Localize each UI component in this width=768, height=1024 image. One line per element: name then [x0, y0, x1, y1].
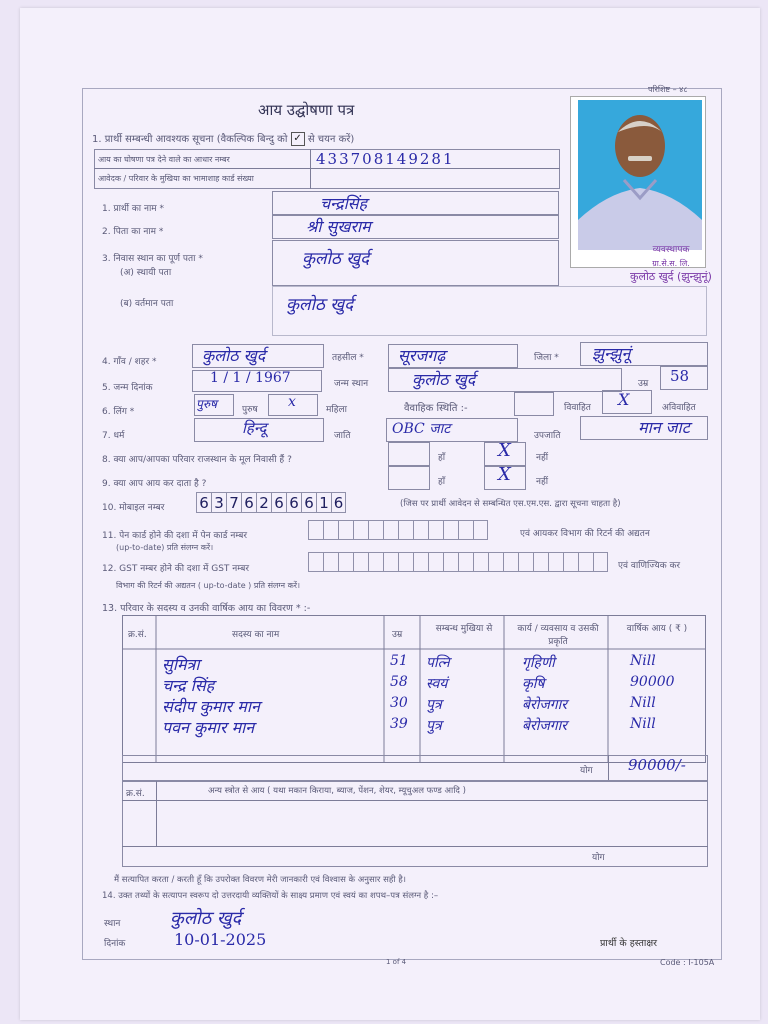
gst-sub-label: विभाग की रिटर्न की अद्यतन ( up-to-date ) प्रति संलग्न करें।	[116, 581, 301, 590]
col-relation: सम्बन्ध मुखिया से	[435, 624, 493, 634]
mobile-digit-cell[interactable]: 6	[271, 492, 286, 513]
religion-value: हिन्दू	[242, 419, 267, 437]
pan-digit-cell[interactable]	[323, 520, 338, 540]
pan-digit-cell[interactable]	[368, 520, 383, 540]
gst-digit-cell[interactable]	[488, 552, 503, 572]
dob-label: 5. जन्म दिनांक	[102, 383, 153, 393]
pan-digit-cell[interactable]	[458, 520, 473, 540]
q9-no-label: नहीं	[536, 477, 549, 487]
gst-digit-cell[interactable]	[338, 552, 353, 572]
pan-sub-label: (up-to-date) प्रति संलग्न करें।	[116, 543, 214, 552]
gst-digit-cell[interactable]	[473, 552, 488, 572]
gst-digit-cell[interactable]	[533, 552, 548, 572]
q8-yes-label: हाँ	[438, 453, 446, 463]
gst-digit-cell[interactable]	[383, 552, 398, 572]
address-current-label: (ब) वर्तमान पता	[120, 299, 174, 309]
caste-label: जाति	[334, 431, 351, 441]
district-label: जिला *	[534, 353, 559, 363]
gst-digit-cell[interactable]	[368, 552, 383, 572]
q9-yes-label: हाँ	[438, 477, 446, 487]
gender-label: 6. लिंग *	[102, 407, 135, 417]
other-income-vdivider	[156, 781, 157, 846]
address-permanent-label: (अ) स्थायी पता	[120, 268, 172, 278]
family-row-relation[interactable]: पुत्र	[426, 697, 442, 713]
pan-digit-cell[interactable]	[398, 520, 413, 540]
name-label: 1. प्रार्थी का नाम *	[102, 204, 165, 214]
father-value: श्री सुखराम	[306, 217, 371, 236]
male-mark: x	[288, 394, 296, 410]
declaration-text: मैं सत्यापित करता / करती हूँ कि उपरोक्त विवरण मेरी जानकारी एवं विश्वास के अनुसार सही है।	[114, 875, 406, 885]
stamp-line1: व्यवस्थापक	[652, 245, 690, 255]
village-label: 4. गाँव / शहर *	[102, 357, 157, 367]
q8-no-label: नहीं	[536, 453, 549, 463]
place-value[interactable]: कुलोठ खुर्द	[170, 908, 242, 929]
permanent-address-value: कुलोठ खुर्द	[302, 249, 370, 269]
marital-label: वैवाहिक स्थिति :-	[404, 403, 468, 414]
pan-digit-cell[interactable]	[473, 520, 488, 540]
family-row-income[interactable]: 90000	[630, 674, 675, 690]
form-page	[20, 8, 760, 1020]
gst-digit-cell[interactable]	[413, 552, 428, 572]
family-row-relation[interactable]: पुत्र	[426, 718, 442, 734]
pan-digit-cell[interactable]	[338, 520, 353, 540]
total-divider	[608, 755, 609, 780]
married-mark: X	[618, 390, 630, 409]
q8-label: 8. क्या आप/आपका परिवार राजस्थान के मूल निवासी हैं ?	[102, 455, 292, 465]
date-label: दिनांक	[104, 939, 126, 949]
section1-note-pre: (वैकल्पिक बिन्दु को	[216, 134, 288, 145]
gst-number-field[interactable]	[308, 552, 608, 572]
family-row-work[interactable]: बेरोजगार	[522, 697, 567, 713]
family-heading: 13. परिवार के सदस्य व उनकी वार्षिक आय का विवरण * :-	[102, 603, 311, 614]
signature-label: प्रार्थी के हस्ताक्षर	[600, 938, 658, 949]
gender-value: पुरुष	[196, 397, 217, 411]
col-occupation: कार्य / व्यवसाय व उसकी प्रकृति	[517, 624, 599, 647]
mobile-digit-cell[interactable]: 2	[256, 492, 271, 513]
section1-heading	[92, 131, 354, 146]
mobile-digit-cell[interactable]: 7	[226, 492, 241, 513]
gst-digit-cell[interactable]	[458, 552, 473, 572]
age-label: उम्र	[638, 379, 649, 389]
name-field[interactable]	[272, 191, 559, 215]
section1-number: 1.	[92, 134, 102, 145]
mobile-digit-cell[interactable]: 6	[196, 492, 211, 513]
q9-mark: X	[498, 464, 511, 485]
family-row-age[interactable]: 58	[390, 674, 408, 690]
gst-digit-cell[interactable]	[398, 552, 413, 572]
family-row-income[interactable]: Nill	[630, 695, 656, 711]
gst-digit-cell[interactable]	[503, 552, 518, 572]
aadhaar-label: आय का घोषणा पत्र देने वाले का आधार नम्बर	[98, 155, 230, 164]
mobile-digit-cell[interactable]: 6	[301, 492, 316, 513]
stamp-line2: ग्रा.से.स. लि.	[652, 259, 690, 268]
attestation-text: 14. उक्त तथ्यों के सत्यापन स्वरूप दो उत्तरदायी व्यक्तियों के साक्ष्य प्रमाण एवं स्वयं का शपथ–पत्र संलग्न है :–	[102, 891, 439, 901]
religion-label: 7. धर्म	[102, 431, 125, 441]
date-value[interactable]: 10-01-2025	[174, 930, 267, 949]
q9-label: 9. क्या आप आय कर दाता है ?	[102, 479, 207, 489]
name-value: चन्द्रसिंह	[320, 194, 368, 213]
gst-digit-cell[interactable]	[578, 552, 593, 572]
gst-digit-cell[interactable]	[548, 552, 563, 572]
mobile-number-field[interactable]	[196, 492, 346, 513]
current-address-value: कुलोठ खुर्द	[286, 295, 354, 315]
female-label: महिला	[326, 405, 347, 415]
family-row-name[interactable]: चन्द्र सिंह	[162, 676, 215, 695]
q8-yes-box[interactable]	[388, 442, 430, 466]
annexure-label: परिशिष्ट – ४८	[648, 85, 688, 94]
pan-digit-cell[interactable]	[353, 520, 368, 540]
applicant-photo	[578, 100, 702, 250]
mobile-digit-cell[interactable]: 1	[316, 492, 331, 513]
family-row-age[interactable]: 39	[390, 716, 408, 732]
gst-note: एवं वाणिज्यिक कर	[618, 561, 681, 571]
mobile-digit-cell[interactable]: 3	[211, 492, 226, 513]
caste-value: OBC जाट	[392, 421, 451, 437]
mobile-digit-cell[interactable]: 6	[331, 492, 346, 513]
col-annual-income: वार्षिक आय ( ₹ )	[626, 624, 688, 634]
checkbox-icon: ✓	[291, 132, 305, 146]
q8-mark: X	[498, 440, 511, 461]
aadhaar-vdivider	[310, 149, 311, 189]
family-row-relation[interactable]: स्वयं	[426, 676, 448, 692]
district-value: झुन्झुनूं	[592, 344, 631, 363]
pan-number-field[interactable]	[308, 520, 488, 540]
other-income-col-source: अन्य स्त्रोत से आय ( यथा मकान किराया, ब्याज, पेंशन, शेयर, म्यूचुअल फण्ड आदि )	[208, 786, 466, 796]
family-row-income[interactable]: Nill	[630, 653, 656, 669]
section1-note-post: से चयन करें)	[307, 134, 355, 145]
gst-digit-cell[interactable]	[443, 552, 458, 572]
gst-digit-cell[interactable]	[593, 552, 608, 572]
family-row-income[interactable]: Nill	[630, 716, 656, 732]
col-member-name: सदस्य का नाम	[232, 630, 280, 640]
other-income-total-label: योग	[592, 853, 605, 863]
village-value: कुलोठ खुर्द	[202, 346, 266, 365]
aadhaar-divider	[94, 168, 560, 169]
tehsil-value: सूरजगढ़	[398, 346, 446, 365]
family-row-name[interactable]: पवन कुमार मान	[162, 718, 255, 737]
other-income-total-line	[122, 846, 708, 847]
married-label: विवाहित	[564, 403, 591, 413]
mobile-label: 10. मोबाइल नम्बर	[102, 503, 165, 513]
col-age: उम्र	[392, 630, 403, 640]
family-total-row	[122, 755, 708, 781]
gst-digit-cell[interactable]	[353, 552, 368, 572]
family-row-name[interactable]: सुमित्रा	[162, 655, 200, 674]
father-label: 2. पिता का नाम *	[102, 227, 164, 237]
section1-title: प्रार्थी सम्बन्धी आवश्यक सूचना	[104, 134, 214, 145]
official-stamp	[616, 244, 726, 283]
family-row-work[interactable]: कृषि	[522, 676, 545, 692]
family-row-work[interactable]: गृहिणी	[522, 655, 555, 671]
other-income-header-line	[122, 800, 708, 801]
family-total-value[interactable]: 90000/-	[628, 756, 686, 774]
family-row-work[interactable]: बेरोजगार	[522, 718, 567, 734]
marital-box[interactable]	[514, 392, 554, 416]
gst-digit-cell[interactable]	[518, 552, 533, 572]
gst-digit-cell[interactable]	[323, 552, 338, 572]
family-row-name[interactable]: संदीप कुमार मान	[162, 697, 260, 716]
unmarried-label: अविवाहित	[662, 403, 696, 413]
pan-digit-cell[interactable]	[308, 520, 323, 540]
bhamashah-label: आवेदक / परिवार के मुखिया का भामाशाह कार्ड संख्या	[98, 174, 254, 183]
pan-digit-cell[interactable]	[428, 520, 443, 540]
form-code: Code : I-105A	[660, 958, 715, 967]
pan-digit-cell[interactable]	[413, 520, 428, 540]
mobile-note: (जिस पर प्रार्थी आवेदन से सम्बन्धित एस.एम.एस. द्वारा सूचना चाहता है)	[400, 499, 621, 509]
pan-note: एवं आयकर विभाग की रिटर्न की अद्यतन	[520, 529, 650, 539]
page-number: 1 of 4	[386, 958, 407, 966]
mobile-digit-cell[interactable]: 6	[286, 492, 301, 513]
aadhaar-value[interactable]: 433708149281	[316, 150, 455, 168]
gst-digit-cell[interactable]	[308, 552, 323, 572]
birthplace-value: कुलोठ खुर्द	[412, 370, 476, 389]
pan-digit-cell[interactable]	[443, 520, 458, 540]
subcaste-label: उपजाति	[534, 431, 561, 441]
family-row-relation[interactable]: पत्नि	[426, 655, 450, 671]
dob-value: 1 / 1 / 1967	[210, 370, 291, 386]
tehsil-label: तहसील *	[332, 353, 364, 363]
mobile-digit-cell[interactable]: 6	[241, 492, 256, 513]
family-total-label: योग	[580, 766, 593, 776]
pan-digit-cell[interactable]	[383, 520, 398, 540]
family-row-age[interactable]: 30	[390, 695, 408, 711]
other-income-col-serial: क्र.सं.	[126, 789, 145, 799]
gst-digit-cell[interactable]	[563, 552, 578, 572]
male-label: पुरुष	[242, 405, 258, 415]
pan-label: 11. पेन कार्ड होने की दशा में पेन कार्ड नम्बर	[102, 531, 248, 541]
stamp-line3: कुलोठ खुर्द (झुन्झुनूं)	[630, 270, 712, 283]
q9-yes-box[interactable]	[388, 466, 430, 490]
birthplace-label: जन्म स्थान	[334, 379, 369, 389]
place-label: स्थान	[104, 919, 121, 929]
col-serial: क्र.सं.	[128, 630, 147, 640]
family-row-age[interactable]: 51	[390, 653, 408, 669]
gst-digit-cell[interactable]	[428, 552, 443, 572]
form-title: आय उद्घोषणा पत्र	[258, 101, 355, 119]
subcaste-value: मान जाट	[638, 418, 690, 437]
gst-label: 12. GST नम्बर होने की दशा में GST नम्बर	[102, 564, 250, 574]
age-value: 58	[670, 367, 690, 385]
address-label: 3. निवास स्थान का पूर्ण पता *	[102, 254, 203, 264]
